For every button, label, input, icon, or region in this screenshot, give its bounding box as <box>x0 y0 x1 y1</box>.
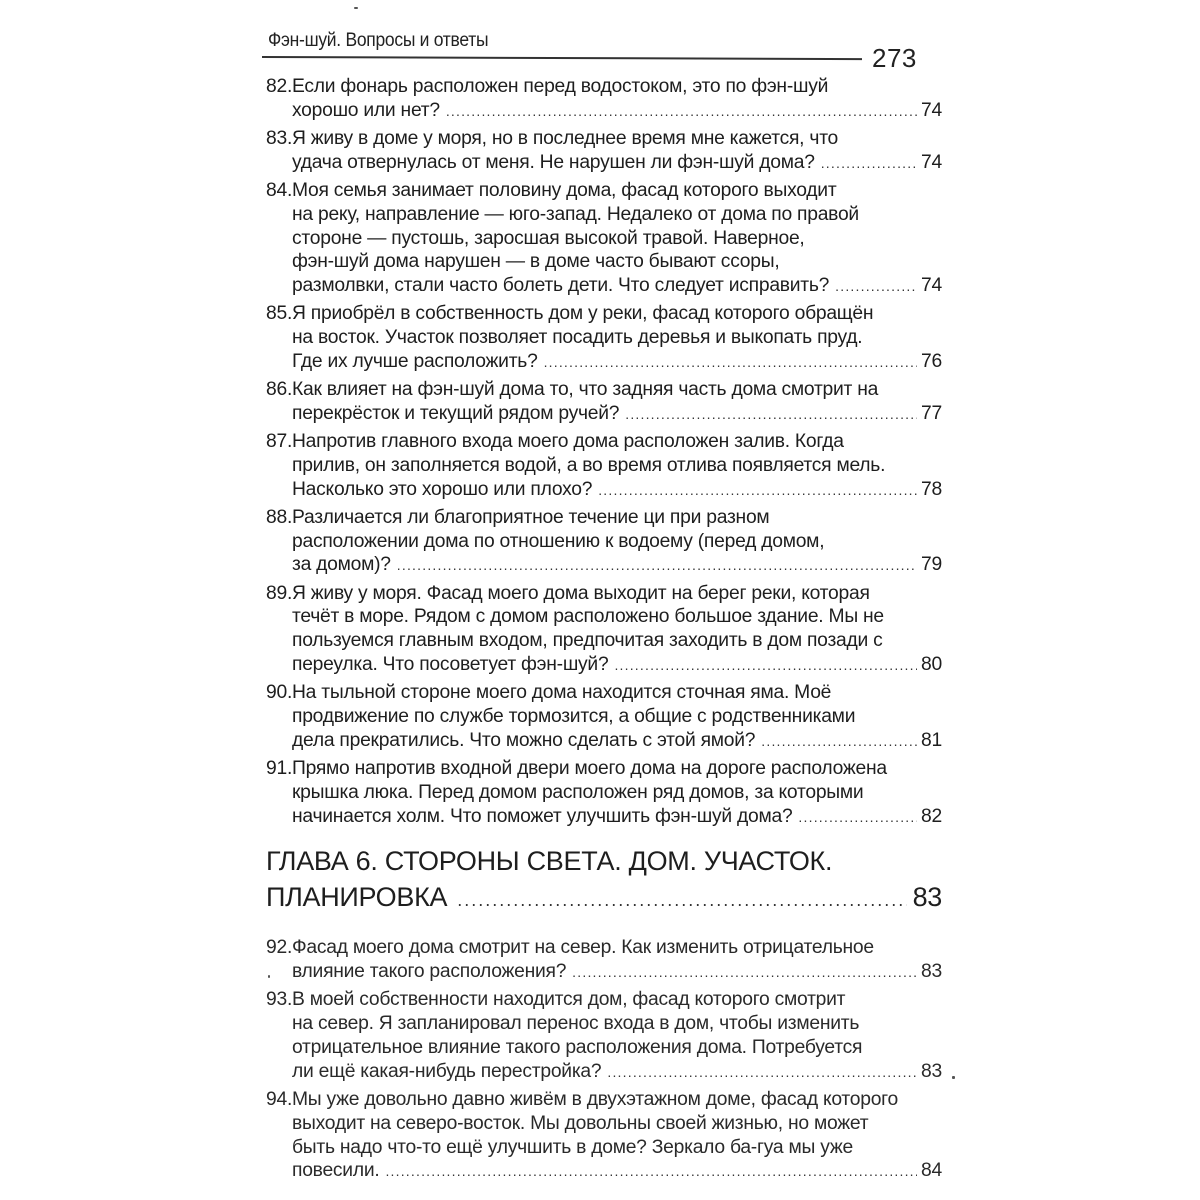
question-text-line: Где их лучше расположить? <box>292 350 538 372</box>
question-text-line: Если фонарь расположен перед водостоком, это по фэн-шуй <box>292 76 829 97</box>
question-text-line: за домом)? <box>292 554 391 576</box>
toc-entry[interactable] <box>266 582 942 678</box>
question-text-line: продвижение по службе тормозится, а общие с родственниками <box>292 706 856 728</box>
toc-entry[interactable] <box>266 506 942 578</box>
toc-entry[interactable] <box>266 430 942 502</box>
question-text-line: начинается холм. Что поможет улучшить фэн-шуй дома? <box>292 805 793 827</box>
question-text-line: влияние такого расположения? <box>292 961 567 983</box>
question-last-line <box>292 350 942 375</box>
question-text-line: на север. Я запланировал перенос входа в дом, чтобы изменить <box>292 1013 860 1035</box>
question-last-line <box>292 653 942 678</box>
question-text-line: Я живу в доме у моря, но в последнее время мне кажется, что <box>292 127 839 149</box>
question-text-line: Различается ли благоприятное течение ци при разном <box>292 506 770 528</box>
question-last-line <box>292 274 942 299</box>
dot-leader <box>607 1061 917 1085</box>
dot-leader <box>625 403 917 427</box>
dot-leader <box>544 351 917 375</box>
toc-entry[interactable] <box>266 681 942 753</box>
question-number: 91. <box>266 758 293 780</box>
toc-entry[interactable] <box>266 127 942 176</box>
question-text-line: течёт в море. Рядом с домом расположено большое здание. Мы не <box>292 606 884 628</box>
question-number: 83. <box>266 127 293 149</box>
entry-page-number: 81 <box>921 729 942 751</box>
dot-leader <box>614 654 917 678</box>
question-text-line: Насколько это хорошо или плохо? <box>292 478 593 500</box>
question-text-line: В моей собственности находится дом, фасад которого смотрит <box>292 989 846 1011</box>
question-text-line: Моя семья занимает половину дома, фасад которого выходит <box>292 179 837 201</box>
entry-page-number: 83 <box>921 1060 942 1082</box>
question-last-line <box>292 805 942 830</box>
question-text-line: отрицательное влияние такого расположения дома. Потребуется <box>292 1037 863 1058</box>
question-text-line: расположении дома по отношению к водоему (перед домом, <box>292 530 825 552</box>
table-of-contents <box>266 75 942 1188</box>
toc-entry[interactable] <box>266 378 942 427</box>
toc-entry[interactable] <box>266 757 942 829</box>
question-number: 90. <box>266 682 293 704</box>
question-last-line <box>292 478 942 503</box>
question-number: 94. <box>266 1088 293 1110</box>
question-number: 86. <box>266 379 293 401</box>
header-rule <box>262 56 862 60</box>
dot-leader <box>798 806 917 830</box>
entry-page-number: 74 <box>921 275 942 297</box>
question-text-line: ли ещё какая-нибудь перестройка? <box>292 1060 602 1082</box>
question-text-line: удача отвернулась от меня. Не нарушен ли фэн-шуй дома? <box>292 151 815 173</box>
question-text-line: выходит на северо-восток. Мы довольны своей жизнью, но может <box>292 1112 869 1134</box>
question-last-line <box>292 960 942 985</box>
toc-entry[interactable] <box>266 179 942 299</box>
question-text-line: прилив, он заполняется водой, а во время отлива появляется мель. <box>292 454 886 476</box>
toc-entry[interactable] <box>266 302 942 374</box>
question-last-line <box>292 553 942 578</box>
question-text-line: крышка люка. Перед домом расположен ряд домов, за которыми <box>292 781 864 803</box>
question-text-line: дела прекратились. Что можно сделать с этой ямой? <box>292 729 756 751</box>
question-last-line <box>292 729 942 754</box>
question-number: 84. <box>266 179 293 201</box>
question-text-line: на реку, направление — юго-запад. Недалеко от дома по правой <box>292 203 859 225</box>
chapter-title-last-line <box>266 879 942 918</box>
entry-page-number: 80 <box>921 654 942 676</box>
chapter-page-number: 83 <box>912 882 942 913</box>
question-number: 92. <box>266 937 293 959</box>
question-number: 93. <box>266 989 293 1011</box>
question-text-line: стороне — пустошь, заросшая высокой травой. Наверное, <box>292 227 805 249</box>
question-text-line: Прямо напротив входной двери моего дома на дороге расположена <box>292 758 887 780</box>
entry-page-number: 76 <box>921 350 942 372</box>
question-number: 88. <box>266 506 293 528</box>
dot-leader <box>835 275 917 299</box>
question-text-line: На тыльной стороне моего дома находится сточная яма. Моё <box>292 682 832 704</box>
question-text-line: Я приобрёл в собственность дом у реки, фасад которого обращён <box>292 303 874 325</box>
toc-entry[interactable] <box>266 936 942 985</box>
print-speck <box>354 7 358 9</box>
chapter-heading[interactable] <box>266 843 942 918</box>
question-number: 87. <box>266 431 293 453</box>
toc-entries-chapter-6 <box>266 936 942 1184</box>
dot-leader <box>761 730 917 754</box>
question-number: 89. <box>266 582 293 604</box>
question-text-line: Как влияет на фэн-шуй дома то, что задняя часть дома смотрит на <box>292 379 879 401</box>
running-head-title: Фэн-шуй. Вопросы и ответы <box>268 30 489 51</box>
question-number: 85. <box>266 303 293 325</box>
toc-entry[interactable] <box>266 988 942 1084</box>
question-text-line: Я живу у моря. Фасад моего дома выходит на берег реки, которая <box>292 582 870 604</box>
toc-entry[interactable] <box>266 75 942 124</box>
question-text-line: переулка. Что посоветует фэн-шуй? <box>292 654 609 676</box>
dot-leader <box>457 882 906 918</box>
question-text-line: Мы уже довольно давно живём в двухэтажном доме, фасад которого <box>292 1088 899 1110</box>
question-text-line: Напротив главного входа моего дома расположен залив. Когда <box>292 431 844 453</box>
entry-page-number: 74 <box>921 151 942 173</box>
question-last-line <box>292 402 942 427</box>
dot-leader <box>821 152 917 176</box>
question-last-line <box>292 1060 942 1085</box>
entry-page-number: 83 <box>921 961 942 983</box>
entry-page-number: 74 <box>921 99 942 121</box>
question-text-line: Фасад моего дома смотрит на север. Как изменить отрицательное <box>292 937 874 959</box>
question-last-line <box>292 99 942 124</box>
entry-page-number: 84 <box>921 1160 942 1182</box>
print-speck <box>952 1076 955 1079</box>
dot-leader <box>385 1160 917 1184</box>
question-text-line: фэн-шуй дома нарушен — в доме часто бывают ссоры, <box>292 251 780 273</box>
question-text-line: повесили. <box>292 1160 380 1182</box>
question-text-line: на восток. Участок позволяет посадить деревья и выкопать пруд. <box>292 327 863 349</box>
question-text-line: перекрёсток и текущий рядом ручей? <box>292 402 620 424</box>
question-last-line <box>292 1159 942 1184</box>
chapter-title-line-2: ПЛАНИРОВКА <box>266 882 448 913</box>
chapter-title-line-1: ГЛАВА 6. СТОРОНЫ СВЕТА. ДОМ. УЧАСТОК. <box>266 846 833 877</box>
question-last-line <box>292 151 942 176</box>
dot-leader <box>598 479 917 503</box>
dot-leader <box>572 961 917 985</box>
entry-page-number: 82 <box>921 805 942 827</box>
dot-leader <box>397 554 917 578</box>
question-text-line: быть надо что-то ещё улучшить в доме? Зеркало ба-гуа мы уже <box>292 1136 853 1158</box>
entry-page-number: 78 <box>921 478 942 500</box>
toc-entries-chapter-5 <box>266 75 942 829</box>
page-number: 273 <box>872 43 917 73</box>
question-text-line: пользуемся главным входом, предпочитая заходить в дом позади с <box>292 630 883 652</box>
question-text-line: хорошо или нет? <box>292 99 440 121</box>
toc-entry[interactable] <box>266 1088 942 1184</box>
question-text-line: размолвки, стали часто болеть дети. Что следует исправить? <box>292 275 830 297</box>
entry-page-number: 79 <box>921 554 942 576</box>
dot-leader <box>446 100 917 124</box>
question-number: 82. <box>266 76 293 97</box>
entry-page-number: 77 <box>921 402 942 424</box>
